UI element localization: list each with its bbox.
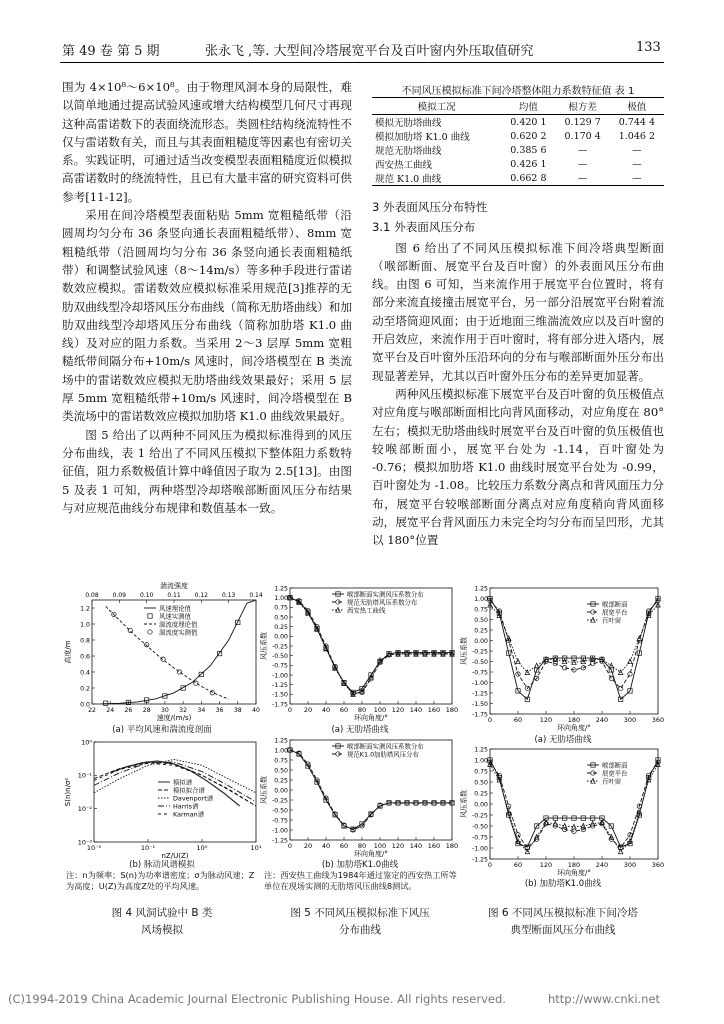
fig6a-x-tick-label: 0	[487, 716, 493, 724]
fig4a-legend-label: 风速理论值	[159, 604, 191, 613]
fig4a-subcaption: (a) 平均风速和湍流度剖面	[112, 725, 212, 735]
fig4a-x-axis-label: 速度/(m/s)	[156, 714, 192, 722]
fig5b-x-axis-label: 环向角度/°	[354, 850, 388, 858]
fig6b-y-tick-label: 0.00	[474, 801, 488, 809]
fig4a-x-tick-label: 24	[106, 707, 115, 714]
table-header: 模拟工况	[372, 98, 501, 115]
fig4a-x-tick-label: 32	[179, 707, 188, 714]
fig5b-y-tick-label: -1.00	[271, 827, 288, 835]
fig5a-x-tick-label: 80	[357, 706, 367, 714]
page-number: 133	[636, 40, 661, 55]
running-title: 张永飞 ,等. 大型间冷塔展宽平台及百叶窗内外压取值研究	[205, 44, 534, 59]
fig6b-x-axis-label: 环向角度/°	[557, 869, 591, 877]
fig6a-series-line	[490, 601, 658, 689]
fig5b-y-tick-label: 1.25	[274, 737, 288, 745]
fig4a-y-axis-label: 高度/m	[64, 640, 72, 664]
fig5b-x-tick-label: 40	[321, 842, 331, 850]
paragraph: 图 6 给出了不同风压模拟标准下间冷塔典型断面（喉部断面、展宽平台及百叶窗）的外表面风压分布曲线。由图 6 可知，当来流作用于展宽平台位置时，将有部分来流直接撞击展宽平台，另一部分沿展宽平台附着流动至塔筒迎风面；由于近地面三维湍流效应以及百叶窗的开启效应，来流作用于百叶窗时，将有部分进入塔内，展宽平台及百叶窗外压沿环向的分布与喉部断面外压分布出现显著差异，尤其以百叶窗外压分布的差异更加显著。	[372, 240, 664, 383]
journal-issue: 第 49 卷 第 5 期	[62, 44, 160, 59]
fig5a-chart	[262, 582, 458, 732]
fig4a-top-tick-label: 0.09	[112, 592, 127, 599]
fig5a-legend-label: 喉部断面实测风压系数分布	[347, 590, 424, 599]
fig4a-legend-marker	[148, 614, 152, 618]
fig6a-plot-frame	[490, 588, 658, 714]
fig6a-y-tick-label: 0.50	[474, 616, 488, 624]
table-cell: 0.426 1	[510, 158, 547, 170]
fig5a-legend-label: 规范无肋塔风压系数分布	[347, 598, 418, 607]
section-heading: 3 外表面风压分布特性	[372, 200, 488, 214]
fig5b-y-tick-label: -1.25	[271, 837, 288, 845]
fig6b-x-tick-label: 300	[623, 861, 637, 869]
fig5b-chart	[262, 736, 458, 866]
fig6b-plot-frame	[490, 749, 658, 859]
fig6b-x-tick-label: 180	[567, 861, 581, 869]
fig6-caption	[462, 905, 664, 939]
fig5a-y-tick-label: -0.50	[271, 652, 288, 660]
fig6b-series-line	[490, 764, 658, 851]
fig6a-y-tick-label: -0.50	[471, 658, 488, 666]
fig5b-legend-label: 规范K1.0加肋塔风压分布	[347, 750, 419, 759]
fig6b-x-tick-label: 120	[539, 861, 553, 869]
fig4b-chart	[62, 736, 262, 866]
fig6b-x-tick-label: 240	[595, 861, 609, 869]
fig4a-y-tick-label: 0.2	[80, 685, 90, 693]
fig5b-y-tick-label: 1.00	[274, 747, 288, 755]
fig6a-x-tick-label: 120	[539, 716, 553, 724]
table-header-row	[372, 98, 664, 115]
fig6b-y-tick-label: -0.25	[471, 812, 488, 820]
fig4a-top-tick-label: 0.13	[221, 592, 236, 599]
fig6b-y-tick-label: 1.25	[474, 746, 488, 754]
right-column	[372, 198, 664, 550]
fig4b-legend-label: Davenport谱	[173, 794, 214, 803]
fig4a-top-axis-label: 湍流强度	[160, 582, 188, 590]
table-cell: 0.385 6	[510, 144, 547, 156]
fig4b-legend-label: Harris谱	[173, 802, 199, 811]
fig4a-y-tick-label: 0.0	[80, 701, 90, 709]
footer-copyright: (C)1994-2019 China Academic Journal Electronic Publishing House. All rights reserved.	[8, 992, 506, 1006]
fig4b-legend-label: Karman谱	[173, 810, 205, 819]
fig4a-x-tick-label: 34	[197, 707, 206, 714]
fig4a-y-tick-label: 0.6	[80, 653, 90, 661]
table-row	[372, 157, 664, 171]
fig4b-y-tick-label: 10⁻²	[77, 804, 92, 813]
fig4a-top-tick-label: 0.08	[85, 592, 99, 599]
table-cell: —	[610, 171, 664, 186]
fig4-caption	[62, 905, 262, 939]
fig6a-series-line	[490, 605, 658, 673]
fig5a-y-tick-label: 1.00	[274, 594, 288, 602]
fig6b-legend-label: 展宽平台	[602, 769, 628, 778]
fig5a-legend-label: 西安热工曲线	[347, 606, 386, 615]
fig6a-y-tick-label: -1.25	[471, 690, 488, 698]
fig5a-y-tick-label: -1.75	[271, 701, 288, 709]
table-row	[372, 171, 664, 186]
fig6a-chart	[462, 582, 664, 742]
fig4a-x-tick-label: 36	[215, 707, 224, 714]
fig5b-x-tick-label: 80	[357, 842, 367, 850]
fig4a-top-tick-label: 0.14	[249, 592, 263, 599]
fig5a-y-tick-label: 1.25	[274, 585, 288, 593]
fig5b-x-tick-label: 0	[287, 842, 293, 850]
table-cell: 0.129 7	[564, 116, 601, 128]
fig6a-legend-label: 展宽平台	[602, 608, 628, 617]
table-cell: 0.170 4	[564, 130, 601, 142]
fig6b-y-tick-label: -0.75	[471, 834, 488, 842]
subsection-heading: 3.1 外表面风压分布	[372, 220, 476, 235]
fig4a-data-point	[210, 691, 214, 695]
fig6a-x-tick-label: 360	[651, 716, 665, 724]
fig5a-y-tick-label: 0.50	[274, 614, 288, 622]
fig4a-x-tick-label: 28	[142, 707, 151, 714]
fig4b-x-axis-label: nZ/U(Z)	[161, 852, 189, 860]
table	[372, 97, 664, 186]
table-cell: 规范无肋塔曲线	[375, 146, 442, 157]
fig5a-y-tick-label: -1.25	[271, 681, 288, 689]
fig5-caption	[262, 905, 458, 939]
fig5b-subcaption: (b) 加肋塔K1.0曲线	[321, 860, 399, 870]
caption-line: 图 5 不同风压模拟标准下风压	[290, 907, 430, 919]
fig5a-x-tick-label: 0	[287, 706, 293, 714]
fig5a-y-tick-label: 0.75	[274, 604, 288, 612]
table-cell: —	[556, 171, 610, 186]
fig5a-x-tick-label: 140	[409, 706, 423, 714]
fig4a-y-tick-label: 0.4	[80, 669, 90, 677]
table-1	[372, 82, 664, 186]
fig6b-y-tick-label: -0.50	[471, 823, 488, 831]
fig4a-y-tick-label: 1.0	[80, 621, 90, 629]
fig4a-x-tick-label: 26	[124, 707, 133, 714]
fig5a-x-tick-label: 120	[391, 706, 405, 714]
fig5b-y-tick-label: -0.25	[271, 797, 288, 805]
fig4a-chart	[62, 582, 262, 732]
fig4a-top-tick-label: 0.11	[167, 592, 181, 599]
fig5b-y-tick-label: 0.50	[274, 767, 288, 775]
fig5a-y-tick-label: 0.25	[274, 623, 288, 631]
fig5b-y-tick-label: 0.75	[274, 757, 288, 765]
fig6a-legend-label: 喉部断面	[602, 600, 628, 609]
fig5a-x-tick-label: 160	[427, 706, 441, 714]
fig6a-y-tick-label: -0.25	[471, 648, 488, 656]
table-row	[372, 115, 664, 130]
fig4a-legend-marker	[148, 630, 152, 634]
table-cell: 模拟加肋塔 K1.0 曲线	[375, 132, 470, 143]
table-row	[372, 143, 664, 157]
fig5a-y-tick-label: -1.00	[271, 672, 288, 680]
fig4b-legend-label: 模拟拟合谱	[173, 786, 205, 795]
fig4a-x-tick-label: 38	[233, 707, 242, 714]
fig6b-x-tick-label: 360	[651, 861, 665, 869]
fig5b-y-tick-label: -0.75	[271, 817, 288, 825]
fig6b-legend-label: 百叶窗	[602, 777, 622, 786]
fig6a-y-tick-label: 0.00	[474, 637, 488, 645]
fig5a-y-axis-label: 风压系数	[260, 632, 268, 660]
fig6a-subcaption: (a) 无肋塔曲线	[534, 735, 592, 745]
left-column	[62, 78, 352, 517]
table-header: 均值	[501, 98, 555, 115]
fig5a-x-tick-label: 180	[445, 706, 459, 714]
caption-line: 分布曲线	[339, 924, 381, 936]
fig5b-y-tick-label: 0.25	[274, 777, 288, 785]
footer-url[interactable]: http://www.cnki.net	[548, 992, 661, 1006]
fig4b-y-tick-label: 10⁻¹	[77, 771, 92, 780]
table-cell: 规范 K1.0 曲线	[372, 171, 501, 186]
fig4a-legend-label: 风速实测值	[159, 612, 191, 621]
fig6a-x-tick-label: 300	[623, 716, 637, 724]
fig6b-y-tick-label: 1.00	[474, 757, 488, 765]
fig6a-data-point	[618, 686, 622, 690]
fig5a-x-axis-label: 环向角度/°	[354, 714, 388, 722]
fig4a-data-point	[194, 681, 198, 685]
fig4a-data-point	[128, 628, 132, 632]
table-cell: 模拟无肋塔曲线	[375, 118, 442, 129]
table-caption: 不同风压模拟标准下间冷塔整体阻力系数特征值 表 1	[401, 86, 635, 97]
fig4b-x-tick-label: 10⁻¹	[140, 844, 156, 852]
fig5a-x-tick-label: 60	[339, 706, 349, 714]
paragraph: 图 5 给出了以两种不同风压为模拟标准得到的风压分布曲线，表 1 给出了不同风压模拟下整体阻力系数特征值，阻力系数极值计算中峰值因子取为 2.5[13]。由图 5 及表 1 可知，两种塔型冷却塔喉部断面风压分布结果与对应规范曲线分布规律和数值基本一致。	[62, 427, 352, 515]
fig5b-x-tick-label: 20	[303, 842, 313, 850]
fig6a-legend-label: 百叶窗	[602, 616, 622, 625]
fig5a-subcaption: (a) 无肋塔曲线	[331, 725, 389, 735]
fig5b-legend-label: 喉部断面实测风压系数分布	[347, 742, 424, 751]
fig6a-x-tick-label: 60	[513, 716, 523, 724]
fig6b-y-tick-label: 0.75	[474, 768, 488, 776]
fig6b-y-tick-label: -1.00	[471, 845, 488, 853]
fig6a-y-tick-label: 1.25	[474, 585, 488, 593]
fig5b-x-tick-label: 160	[427, 842, 441, 850]
fig6a-y-tick-label: -1.75	[471, 711, 488, 719]
fig6a-y-tick-label: -1.50	[471, 700, 488, 708]
fig4a-top-tick-label: 0.10	[139, 592, 154, 599]
table-cell: 西安热工曲线	[375, 160, 433, 171]
fig4b-x-tick-label: 10⁻²	[86, 844, 102, 852]
fig6b-x-tick-label: 0	[487, 861, 493, 869]
fig6a-data-point	[628, 659, 632, 664]
fig4b-x-tick-label: 10⁰	[196, 844, 208, 852]
fig5a-y-tick-label: -1.50	[271, 691, 288, 699]
table-cell: —	[577, 158, 588, 170]
fig6a-y-tick-label: 1.00	[474, 595, 488, 603]
fig5b-x-tick-label: 60	[339, 842, 349, 850]
fig5b-y-tick-label: -0.50	[271, 807, 288, 815]
fig5a-x-tick-label: 20	[303, 706, 313, 714]
fig4a-legend-label: 湍流度实测值	[159, 628, 198, 637]
fig5b-x-tick-label: 180	[445, 842, 459, 850]
fig5b-y-tick-label: 0.00	[274, 787, 288, 795]
table-cell: 0.744 4	[618, 116, 655, 128]
fig5-note: 注：西安热工曲线为1984年通过鉴定的西安热工所等单位在现场实测的无肋塔风压曲线8测试。	[264, 870, 457, 891]
fig4a-y-tick-label: 1.2	[80, 605, 90, 613]
fig6b-legend-label: 喉部断面	[602, 761, 628, 770]
fig6a-y-axis-label: 风压系数	[460, 637, 468, 665]
caption-line: 图 6 不同风压模拟标准下间冷塔	[488, 907, 638, 919]
fig6b-y-tick-label: 0.25	[474, 790, 488, 798]
fig6b-y-tick-label: -1.25	[471, 856, 488, 864]
fig4b-legend-label: 模拟谱	[173, 778, 193, 787]
fig4a-data-point	[161, 657, 165, 661]
fig4a-x-tick-label: 40	[252, 707, 260, 714]
fig5a-x-tick-label: 100	[373, 706, 387, 714]
fig6b-chart	[462, 745, 664, 885]
fig5b-x-tick-label: 120	[391, 842, 405, 850]
fig5a-x-tick-label: 40	[321, 706, 331, 714]
fig6a-y-tick-label: -1.00	[471, 679, 488, 687]
table-cell: 0.662 8	[501, 171, 555, 186]
fig5a-y-tick-label: -0.25	[271, 643, 288, 651]
fig5b-series-line	[290, 750, 452, 830]
paragraph: 采用在间冷塔模型表面粘贴 5mm 宽粗糙纸带（沿圆周均匀分布 36 条竖向通长表面粗糙纸带）、8mm 宽粗糙纸带（沿圆周均匀分布 36 条竖向通长表面粗糙纸带）和调整试验风速（8～14m/s）等多种手段进行雷诺数效应模拟。雷诺数效应模拟标准采用规范[3]推荐的无肋双曲线型冷却塔风压分布曲线（简称无肋塔曲线）和加肋双曲线型冷却塔风压分布曲线（简称加肋塔 K1.0 曲线）及对应的阻力系数。当采用 2～3 层厚 5mm 宽粗糙纸带间隔分布+10m/s 风速时，间冷塔模型在 B 类流场中的雷诺数效应模拟无肋塔曲线效果最好；采用 5 层厚 5mm 宽粗糙纸带+10m/s 风速时，间冷塔模型在 B 类流场中的雷诺数效应模拟加肋塔 K1.0 曲线效果最好。	[62, 208, 352, 424]
fig4-note: 注：n为频率；S(n)为功率谱密度；σ为脉动风速；Z为高度；U(Z)为高度Z处的平均风速。	[66, 870, 255, 891]
table-cell: —	[577, 144, 588, 156]
fig4a-x-tick-label: 30	[160, 707, 169, 714]
fig4b-y-axis-label: S(n)n/σ²	[64, 777, 72, 807]
fig6a-x-axis-label: 环向角度/°	[557, 724, 591, 732]
fig5b-y-axis-label: 风压系数	[260, 776, 268, 804]
fig4b-y-tick-label: 10⁻³	[77, 838, 92, 847]
table-cell: —	[632, 144, 642, 156]
fig6a-x-tick-label: 180	[567, 716, 581, 724]
fig4a-x-tick-label: 22	[88, 707, 96, 714]
fig6a-y-tick-label: 0.25	[474, 627, 488, 635]
caption-line: 图 4 风洞试验中 B 类	[111, 907, 213, 919]
fig6a-x-tick-label: 240	[595, 716, 609, 724]
fig6a-y-tick-label: 0.75	[474, 606, 488, 614]
fig6b-y-axis-label: 风压系数	[460, 790, 468, 818]
paragraph: 围为 4×10⁸～6×10⁸。由于物理风洞本身的局限性，难以简单地通过提高试验风速或增大结构模型几何尺寸再现这种高雷诺数下的表面绕流形态。类圆柱结构绕流特性不仅与雷诺数有关，而且与其表面粗糙度等因素也有密切关系。实践证明，可通过适当改变模型表面粗糙度近似模拟高雷诺数时的绕流特性，且已有大量丰富的研究资料可供参考[11-12]。	[62, 80, 352, 204]
fig4a-legend-label: 湍流度理论值	[159, 620, 198, 629]
table-header: 根方差	[556, 98, 610, 115]
table-row	[372, 129, 664, 143]
fig4b-y-tick-label: 10⁰	[81, 738, 92, 747]
table-cell: 0.420 1	[510, 116, 547, 128]
fig6b-subcaption: (b) 加肋塔K1.0曲线	[524, 879, 602, 889]
paragraph: 两种风压模拟标准下展宽平台及百叶窗的负压极值点对应角度与喉部断面相比向背风面移动，对应角度在 80°左右；模拟无肋塔曲线时展宽平台及百叶窗的负压极值也较喉部断面小，展宽平台处为 -1.14，百叶窗处为 -0.76；模拟加肋塔 K1.0 曲线时展宽平台处为 -0.99，百叶窗处为 -1.08。比较压力系数分离点和背风面压力分布，展宽平台较喉部断面分离点对应角度稍向背风面移动，展宽平台背风面压力未完全均匀分布而呈凹形，尤其以 180°位置	[372, 386, 664, 548]
fig5b-x-tick-label: 100	[373, 842, 387, 850]
fig4b-x-tick-label: 10¹	[250, 844, 262, 852]
caption-line: 典型断面风压分布曲线	[510, 924, 616, 936]
fig6b-x-tick-label: 60	[513, 861, 523, 869]
table-cell: 1.046 2	[618, 130, 655, 142]
fig4a-top-tick-label: 0.12	[194, 592, 209, 599]
fig5a-y-tick-label: 0.00	[274, 633, 288, 641]
table-header: 极值	[610, 98, 664, 115]
header-rule	[60, 62, 664, 63]
fig6a-data-point	[534, 663, 538, 668]
fig4a-y-tick-label: 0.8	[80, 637, 90, 645]
table-cell: 0.620 2	[510, 130, 547, 142]
fig4a-data-point	[177, 670, 181, 674]
fig5b-x-tick-label: 140	[409, 842, 423, 850]
fig6a-y-tick-label: -0.75	[471, 669, 488, 677]
fig6b-y-tick-label: 0.50	[474, 779, 488, 787]
fig5a-y-tick-label: -0.75	[271, 662, 288, 670]
caption-line: 风场模拟	[141, 924, 183, 936]
table-cell: —	[632, 158, 642, 170]
fig4b-subcaption: (b) 脉动风谱模拟	[129, 860, 195, 870]
fig6a-series-line	[490, 599, 658, 700]
